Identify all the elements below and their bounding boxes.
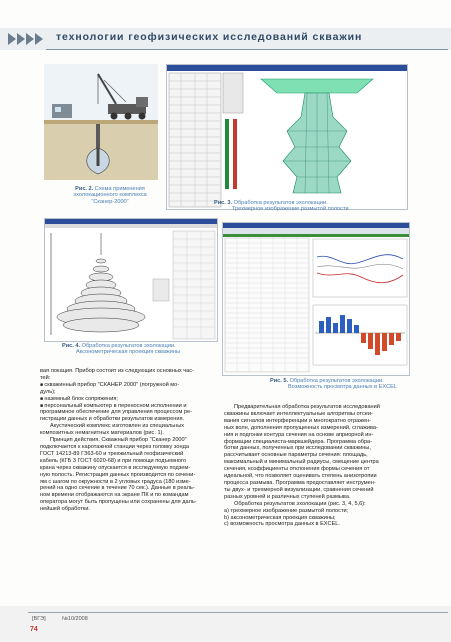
- figure-2-title: Схема применения: [94, 186, 145, 192]
- text-line: ном времени отображаются на экране ПК и по командам: [40, 492, 189, 499]
- figure-4-line-1: Аксонометрическая проекция скважины: [76, 349, 181, 356]
- text-line: разных уровней и различных ступеней размыва.: [224, 493, 351, 500]
- figure-4-axonometric-view: [44, 218, 218, 342]
- bullet-item: ■ персональный компьютер в переносном исполнении и: [40, 403, 216, 410]
- figure-2-line-1: эхолокационного комплекса: [73, 192, 147, 199]
- section-header: [0, 28, 451, 50]
- section-title: технологии геофизических исследований скважин: [56, 31, 363, 43]
- text-line: Предварительная обработка результатов исследований: [234, 404, 380, 410]
- list-item: b) аксонометрическая проекция скважины;: [224, 514, 336, 521]
- bullet-item: ■ наземный блок сопряжения;: [40, 396, 216, 403]
- text-line: нейшей обработки.: [40, 506, 91, 513]
- figure-2-label: Рис. 2.: [75, 186, 94, 192]
- text-line: композитных немагнитных материалов (рис. 1).: [40, 430, 164, 437]
- text-line: гистрации данных и обработки результатов измерения.: [40, 416, 185, 423]
- figure-3-title: Обработка результатов эхолокации.: [233, 200, 328, 206]
- text-line: ботки данных, полученных при исследовании скважины,: [224, 445, 371, 452]
- magazine-name: [ВГЭ]: [32, 616, 46, 622]
- figure-2-caption: [60, 186, 160, 205]
- text-line: ям с шагом по окружности в 2 угловых градуса (180 изме-: [40, 478, 191, 485]
- figure-4-title: Обработка результатов эхолокации.: [81, 343, 176, 349]
- text-line: кабель (КГБ 3 ГОСТ 6020-68) и при помощи подъемного: [40, 457, 187, 464]
- text-line: скважины включает интеллектуальные алгоритмы отсеи-: [224, 410, 373, 417]
- figure-3-caption: [214, 200, 414, 213]
- text-line: тей:: [40, 374, 51, 381]
- figure-5-title: Обработка результатов эхолокации.: [289, 378, 384, 384]
- figure-4-label: Рис. 4.: [62, 343, 81, 349]
- figure-2-line-2: "Сканер-2000": [91, 198, 129, 205]
- text-line: рений на одно сечение в течение 70 сек.). Данные в реаль-: [40, 485, 195, 492]
- figure-4-caption: [62, 343, 222, 356]
- text-line: ГОСТ 14213-89 ГЗ63-60 и трехжильный геофизический: [40, 450, 184, 457]
- figure-2-scheme: [44, 64, 158, 180]
- figure-5-label: Рис. 5.: [270, 378, 289, 384]
- figure-5-excel-view: [222, 222, 410, 376]
- text-line: оператора могут быть пропущены или сохранены для даль-: [40, 499, 197, 506]
- right-text-column: [224, 404, 410, 528]
- text-line: формации специалиста-маркшейдера. Программа обра-: [224, 438, 373, 445]
- figure-5-caption: [270, 378, 430, 391]
- left-text-column: [40, 368, 216, 513]
- text-line: вания сигналов интерференции и многократно отражен-: [224, 417, 372, 424]
- figure-3-line-1: Трехмерное изображение размытой полости: [232, 206, 349, 213]
- text-line: подключается к каротажной станции через головку зонда: [40, 443, 189, 450]
- text-line: идеальной, что позволяет оценивать степень анизотропии: [224, 473, 377, 480]
- list-item: с) возможность просмотра данных в EXCEL.: [224, 521, 340, 528]
- figure-3-label: Рис. 3.: [214, 200, 233, 206]
- figure-5-line-1: Возможность просмотра данных в EXCEL: [288, 384, 398, 391]
- list-item: а) трехмерное изображение размытой полости;: [224, 507, 349, 514]
- figure-3-3d-view: [166, 64, 408, 213]
- page-number: 74: [30, 626, 38, 633]
- text-line: рассчитывает основные параметры сечения: площадь,: [224, 452, 368, 459]
- text-line: процесса размыва. Программа предоставляет инструмен-: [224, 479, 376, 486]
- text-line: ных волн, дополнения пропущенных измерений, сглажива-: [224, 424, 378, 431]
- footer-divider: [28, 612, 448, 613]
- text-line: ты двух- и трехмерной визуализации, сравнения сечений: [224, 486, 374, 493]
- text-line: дуль);: [40, 388, 56, 395]
- chevron-arrows-icon: [8, 33, 43, 45]
- text-line: Акустический комплекс изготовлен из специальных: [50, 423, 185, 430]
- header-divider: [46, 49, 448, 50]
- text-line: крана через скважину опускается в исследуемую подзем-: [40, 464, 191, 471]
- bullet-item: ■ скважинный прибор "СКАНЕР 2000" (погружной мо-: [40, 382, 216, 389]
- text-line: вая локация. Прибор состоит из следующих основных час-: [40, 368, 194, 374]
- text-line: сечения, коэффициенты отклонения формы сечения от: [224, 466, 370, 473]
- text-line: Принцип действия. Скважный прибор "Сканер 2000": [50, 437, 187, 444]
- issue-number: №10/2008: [62, 616, 88, 622]
- text-line: ную полость. Регистрация данных производится по сечени-: [40, 471, 196, 478]
- text-line: ния и подгонки контура сечения на основе априорной ин-: [224, 431, 374, 438]
- text-line: Обработка результатов эхолокации (рис. 3, 4, 5,6):: [234, 500, 366, 507]
- text-line: максимальный и минимальный радиусы, смещение центра: [224, 459, 379, 466]
- text-line: программное обеспечение для управления процессом ре-: [40, 409, 193, 416]
